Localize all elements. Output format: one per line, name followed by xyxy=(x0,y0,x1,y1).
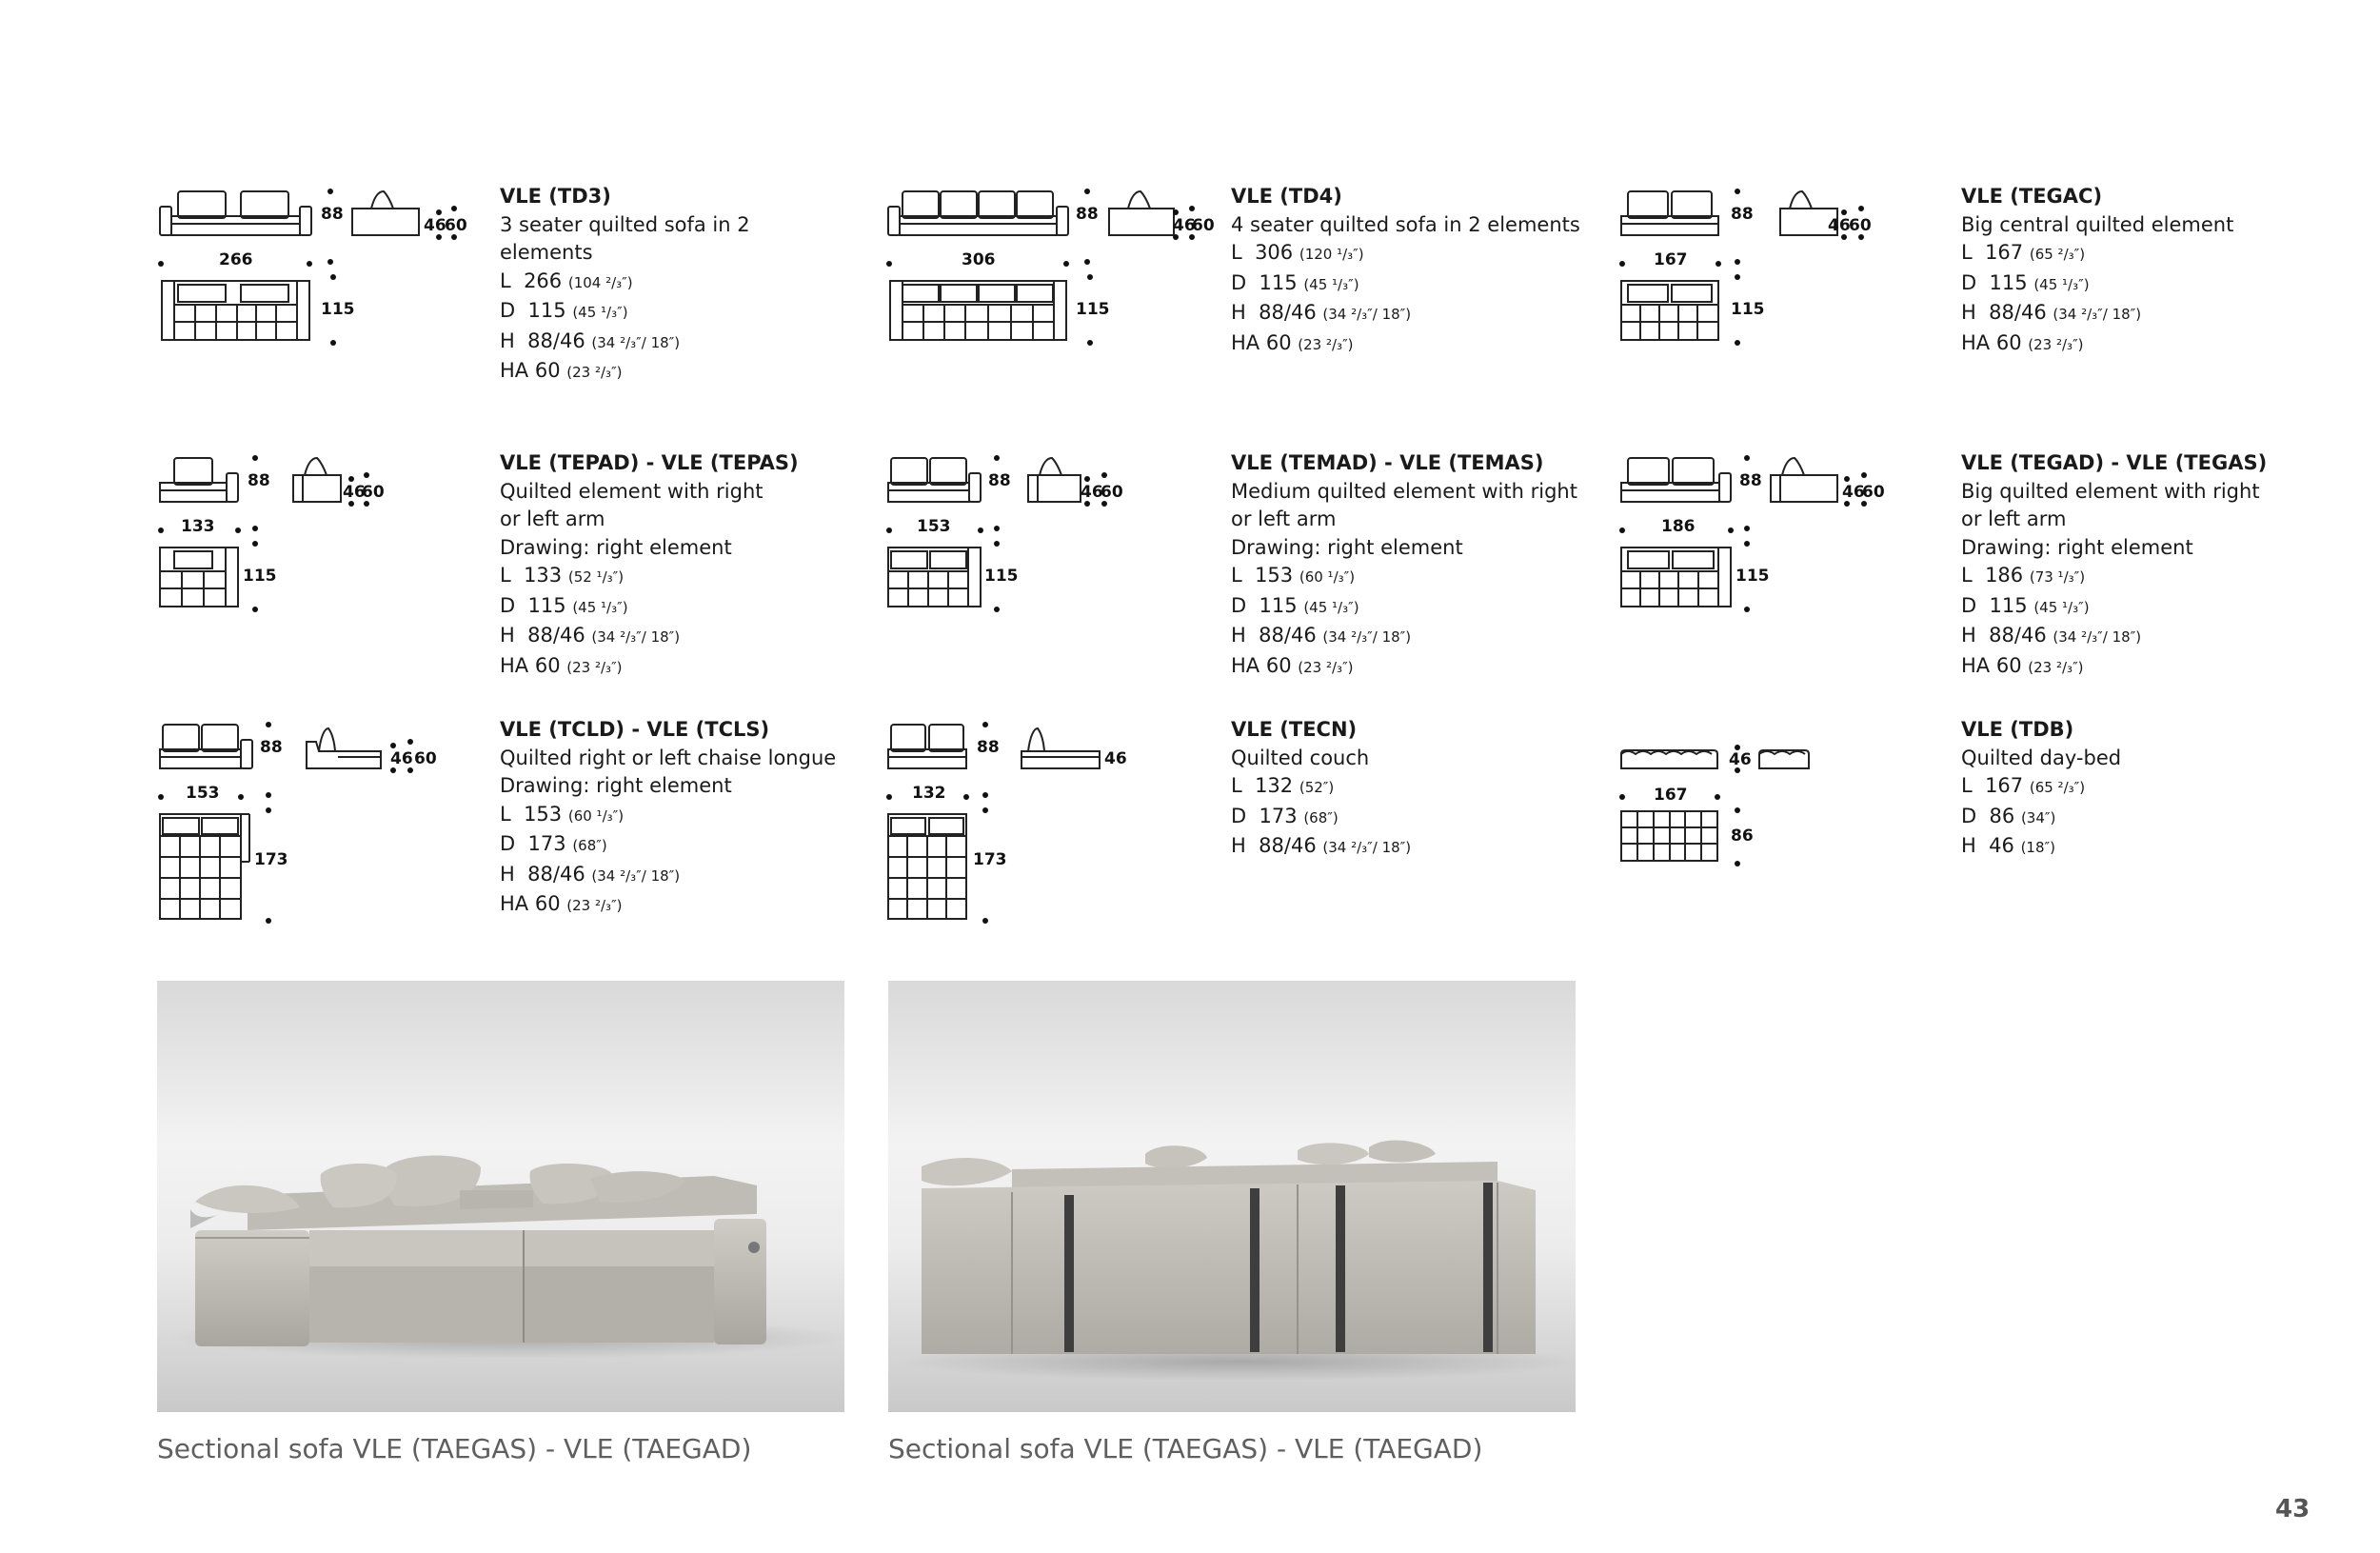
dim-arm: 60 xyxy=(362,483,385,502)
sofa-drawing-svg xyxy=(157,452,433,624)
product-desc: Medium quilted element with right xyxy=(1231,479,1577,503)
dim-arm: 60 xyxy=(414,749,437,768)
product-code: VLE (TEGAC) xyxy=(1961,185,2103,208)
dim-seat: 46 xyxy=(1842,483,1865,502)
spec-height: H 88/46 (34 ²/₃″/ 18″) xyxy=(1231,624,1412,647)
spec-height: H 88/46 (34 ²/₃″/ 18″) xyxy=(1961,301,2142,324)
product-text xyxy=(500,449,854,682)
dim-depth: 173 xyxy=(973,850,1007,869)
product-code: VLE (TECN) xyxy=(1231,718,1358,741)
dim-seat: 46 xyxy=(1173,216,1196,235)
page-number: 43 xyxy=(2275,1495,2311,1523)
spec-length: L 266 (104 ²/₃″) xyxy=(500,269,633,292)
spec-height: H 88/46 (34 ²/₃″/ 18″) xyxy=(500,329,681,352)
dim-arm: 60 xyxy=(445,216,467,235)
dim-height: 88 xyxy=(1739,471,1762,490)
product-desc: or left arm xyxy=(1961,508,2067,530)
dim-seat: 46 xyxy=(343,483,366,502)
spec-depth: D 115 (45 ¹/₃″) xyxy=(500,593,628,617)
spec-depth: D 115 (45 ¹/₃″) xyxy=(1961,593,2090,617)
sofa-drawing-svg xyxy=(885,186,1209,357)
product-code: VLE (TD3) xyxy=(500,185,611,208)
spec-depth: D 115 (45 ¹/₃″) xyxy=(1231,270,1359,294)
dim-depth: 173 xyxy=(254,850,288,869)
dim-width: 186 xyxy=(1661,517,1696,536)
spec-depth: D 86 (34″) xyxy=(1961,804,2056,827)
product-text xyxy=(1231,449,1585,682)
product-desc: Quilted element with right xyxy=(500,479,764,503)
sofa-drawing-svg xyxy=(1618,186,1894,357)
product-photo-back xyxy=(888,981,1576,1412)
dim-seat: 46 xyxy=(1729,750,1752,769)
product-text xyxy=(500,716,854,921)
spec-depth: D 173 (68″) xyxy=(1231,804,1339,827)
spec-depth: D 115 (45 ¹/₃″) xyxy=(1961,270,2090,294)
product-text xyxy=(1961,183,2315,359)
dim-seat: 46 xyxy=(1081,483,1103,502)
product-desc: Quilted right or left chaise longue xyxy=(500,746,837,769)
dim-depth: 115 xyxy=(1731,300,1765,319)
spec-length: L 186 (73 ¹/₃″) xyxy=(1961,564,2086,587)
dim-depth: 115 xyxy=(1735,567,1770,586)
dim-height: 88 xyxy=(988,471,1011,490)
spec-arm-height: HA 60 (23 ²/₃″) xyxy=(1231,653,1354,677)
spec-height: H 88/46 (34 ²/₃″/ 18″) xyxy=(500,862,681,886)
spec-depth: D 115 (45 ¹/₃″) xyxy=(500,299,628,322)
spec-length: L 153 (60 ¹/₃″) xyxy=(1231,564,1356,587)
dim-height: 88 xyxy=(321,205,344,224)
dim-height: 88 xyxy=(260,738,283,757)
spec-arm-height: HA 60 (23 ²/₃″) xyxy=(1961,653,2084,677)
product-desc: Quilted day-bed xyxy=(1961,746,2122,769)
dim-arm: 60 xyxy=(1101,483,1123,502)
spec-height: H 88/46 (34 ²/₃″/ 18″) xyxy=(1961,624,2142,647)
spec-length: L 153 (60 ¹/₃″) xyxy=(500,802,625,826)
product-text xyxy=(1231,716,1585,863)
photo-caption: Sectional sofa VLE (TAEGAS) - VLE (TAEGAD) xyxy=(157,1433,752,1464)
dim-height: 88 xyxy=(977,738,1000,757)
product-desc: Drawing: right element xyxy=(1961,535,2193,559)
spec-arm-height: HA 60 (23 ²/₃″) xyxy=(1961,330,2084,354)
dim-seat: 46 xyxy=(1104,749,1127,768)
product-desc: or left arm xyxy=(500,508,605,530)
spec-arm-height: HA 60 (23 ²/₃″) xyxy=(500,359,623,382)
spec-length: L 306 (120 ¹/₃″) xyxy=(1231,241,1364,264)
dim-depth: 86 xyxy=(1731,826,1754,846)
dim-height: 88 xyxy=(1076,205,1099,224)
product-desc: Big central quilted element xyxy=(1961,212,2234,236)
spec-depth: D 173 (68″) xyxy=(500,832,607,855)
spec-arm-height: HA 60 (23 ²/₃″) xyxy=(1231,330,1354,354)
photo-caption: Sectional sofa VLE (TAEGAS) - VLE (TAEGAD) xyxy=(888,1433,1483,1464)
spec-length: L 133 (52 ¹/₃″) xyxy=(500,564,625,587)
dim-depth: 115 xyxy=(984,567,1019,586)
product-photo-front xyxy=(157,981,844,1412)
product-text xyxy=(1961,716,2315,863)
sofa-back-illustration xyxy=(888,981,1576,1412)
product-code: VLE (TEPAD) - VLE (TEPAS) xyxy=(500,451,799,474)
spec-height: H 88/46 (34 ²/₃″/ 18″) xyxy=(1231,834,1412,857)
dim-width: 167 xyxy=(1654,786,1688,805)
product-desc: Drawing: right element xyxy=(1231,535,1463,559)
dim-width: 167 xyxy=(1654,250,1688,269)
dim-width: 153 xyxy=(186,784,220,803)
dim-seat: 46 xyxy=(390,749,413,768)
dim-width: 133 xyxy=(181,517,215,536)
spec-arm-height: HA 60 (23 ²/₃″) xyxy=(500,653,623,677)
spec-length: L 167 (65 ²/₃″) xyxy=(1961,774,2086,797)
spec-height: H 88/46 (34 ²/₃″/ 18″) xyxy=(500,624,681,647)
dim-seat: 46 xyxy=(424,216,446,235)
product-desc: Big quilted element with right xyxy=(1961,479,2260,503)
dim-width: 266 xyxy=(219,250,253,269)
spec-height: H 46 (18″) xyxy=(1961,834,2055,857)
product-text xyxy=(500,183,854,388)
product-desc: Quilted couch xyxy=(1231,746,1370,769)
dim-depth: 115 xyxy=(321,300,355,319)
dim-depth: 115 xyxy=(243,567,277,586)
dim-depth: 115 xyxy=(1076,300,1110,319)
product-code: VLE (TEGAD) - VLE (TEGAS) xyxy=(1961,451,2268,474)
product-code: VLE (TCLD) - VLE (TCLS) xyxy=(500,718,770,741)
dim-arm: 60 xyxy=(1192,216,1215,235)
spec-length: L 132 (52″) xyxy=(1231,774,1335,797)
spec-height: H 88/46 (34 ²/₃″/ 18″) xyxy=(1231,301,1412,324)
dim-width: 306 xyxy=(962,250,996,269)
product-code: VLE (TD4) xyxy=(1231,185,1342,208)
spec-arm-height: HA 60 (23 ²/₃″) xyxy=(500,892,623,915)
product-code: VLE (TDB) xyxy=(1961,718,2074,741)
product-desc: 3 seater quilted sofa in 2 xyxy=(500,212,750,236)
sofa-drawing-svg xyxy=(157,186,471,357)
product-text xyxy=(1231,183,1585,359)
sofa-front-illustration xyxy=(157,981,844,1412)
dim-width: 132 xyxy=(912,784,946,803)
product-desc: elements xyxy=(500,241,593,264)
spec-length: L 167 (65 ²/₃″) xyxy=(1961,241,2086,264)
product-desc: 4 seater quilted sofa in 2 elements xyxy=(1231,212,1580,236)
product-desc: Drawing: right element xyxy=(500,774,732,797)
product-code: VLE (TEMAD) - VLE (TEMAS) xyxy=(1231,451,1544,474)
product-desc: or left arm xyxy=(1231,508,1337,530)
dim-height: 88 xyxy=(1731,205,1754,224)
spec-depth: D 115 (45 ¹/₃″) xyxy=(1231,593,1359,617)
product-text xyxy=(1961,449,2315,682)
sofa-drawing-svg xyxy=(885,452,1161,624)
dim-seat: 46 xyxy=(1828,216,1851,235)
product-desc: Drawing: right element xyxy=(500,535,732,559)
dim-width: 153 xyxy=(917,517,951,536)
dim-height: 88 xyxy=(248,471,270,490)
dim-arm: 60 xyxy=(1849,216,1872,235)
dim-arm: 60 xyxy=(1862,483,1885,502)
